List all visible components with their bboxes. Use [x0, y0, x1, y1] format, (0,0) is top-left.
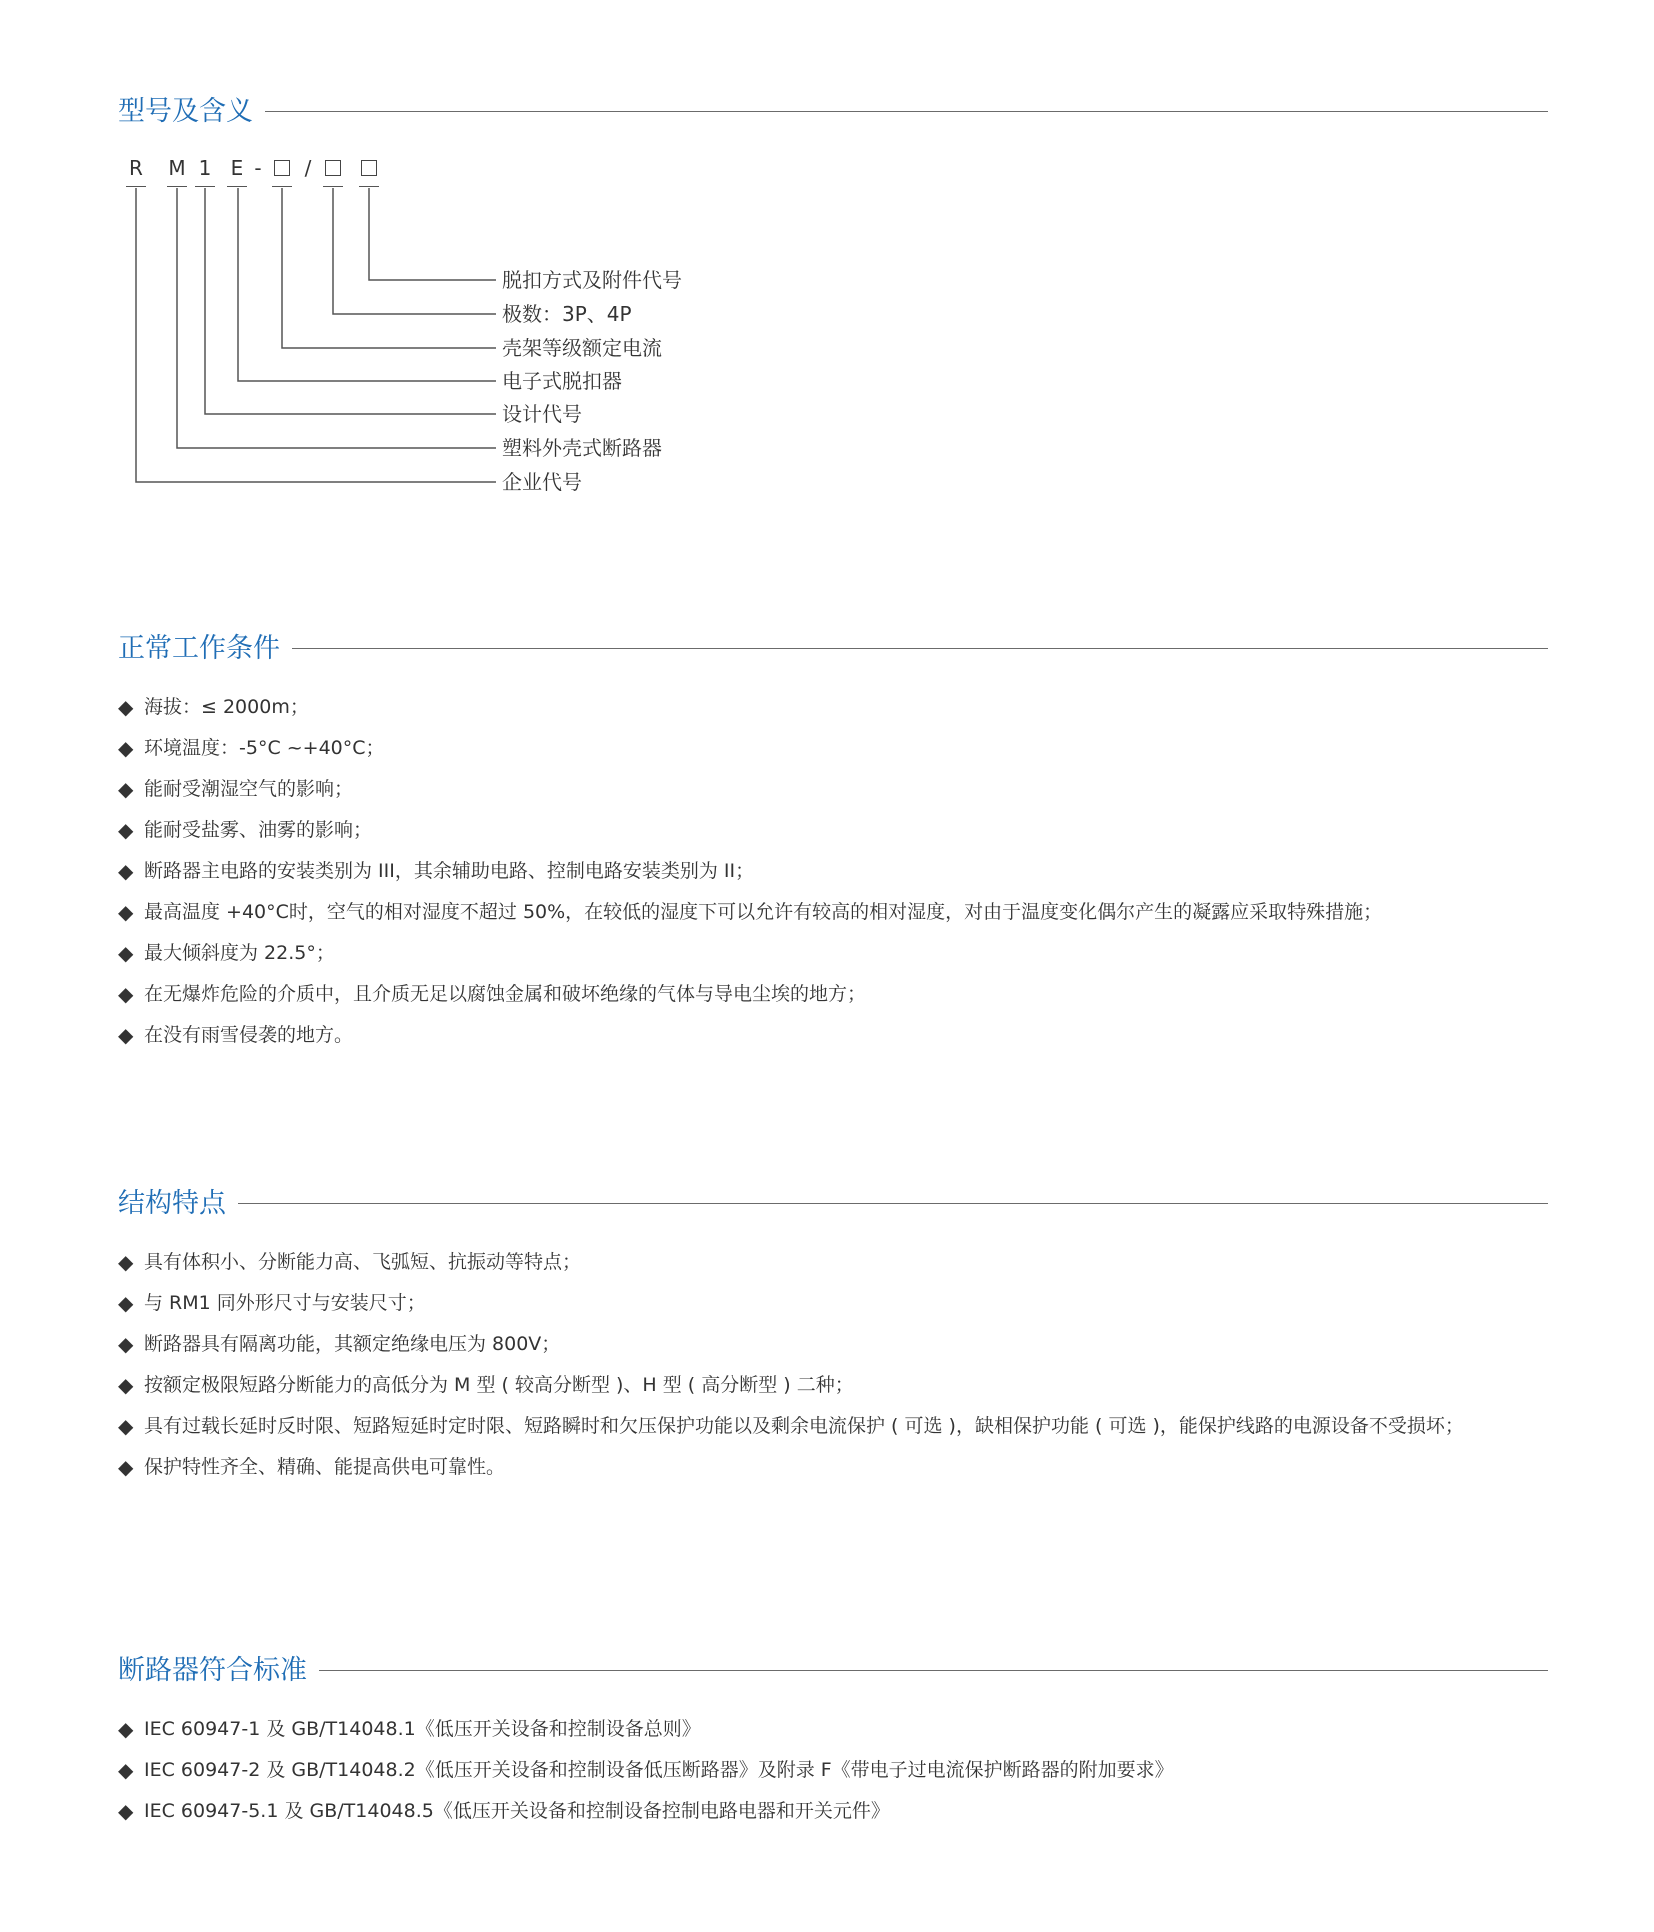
model-label-poles: 极数：3P、4P: [502, 302, 632, 326]
code-box-current: [274, 160, 290, 176]
list-item: ◆ 海拔：≤ 2000m；: [118, 690, 1548, 724]
diamond-bullet-icon: ◆: [118, 982, 134, 1006]
list-item: ◆ 在没有雨雪侵袭的地方。: [118, 1018, 1548, 1052]
diamond-bullet-icon: ◆: [118, 1373, 134, 1397]
section-rule: [265, 111, 1548, 112]
model-label-design-code: 设计代号: [502, 402, 582, 426]
diamond-bullet-icon: ◆: [118, 900, 134, 924]
diamond-bullet-icon: ◆: [118, 1414, 134, 1438]
list-item: ◆ 能耐受潮湿空气的影响；: [118, 772, 1548, 806]
section-title-standards: 断路器符合标准: [118, 1655, 307, 1686]
model-label-frame-current: 壳架等级额定电流: [502, 336, 662, 360]
section-title-structure: 结构特点: [118, 1188, 226, 1219]
diamond-bullet-icon: ◆: [118, 1455, 134, 1479]
model-label-company-code: 企业代号: [502, 470, 582, 494]
list-item: ◆ 在无爆炸危险的介质中，且介质无足以腐蚀金属和破坏绝缘的气体与导电尘埃的地方；: [118, 977, 1548, 1011]
list-item: ◆ 保护特性齐全、精确、能提高供电可靠性。: [118, 1450, 1548, 1484]
diamond-bullet-icon: ◆: [118, 1332, 134, 1356]
section-title-model: 型号及含义: [118, 96, 253, 127]
diamond-bullet-icon: ◆: [118, 1758, 134, 1782]
diamond-bullet-icon: ◆: [118, 818, 134, 842]
list-item: ◆ 具有过载长延时反时限、短路短延时定时限、短路瞬时和欠压保护功能以及剩余电流保护 ( 可选 )，缺相保护功能 ( 可选 )，能保护线路的电源设备不受损坏；: [118, 1409, 1548, 1443]
diamond-bullet-icon: ◆: [118, 777, 134, 801]
model-connector-lines: [0, 180, 520, 500]
section-header-structure: [118, 1190, 1548, 1217]
structure-list: [118, 1245, 1548, 1491]
list-item: ◆ 断路器主电路的安装类别为 III，其余辅助电路、控制电路安装类别为 II；: [118, 854, 1548, 888]
conditions-list: [118, 690, 1548, 1059]
list-item: ◆ 最大倾斜度为 22.5°；: [118, 936, 1548, 970]
section-rule: [292, 648, 1548, 649]
code-char-slash: /: [304, 156, 312, 180]
standards-list: [118, 1712, 1548, 1835]
section-title-conditions: 正常工作条件: [118, 633, 280, 664]
model-label-electronic-release: 电子式脱扣器: [502, 369, 622, 393]
diamond-bullet-icon: ◆: [118, 736, 134, 760]
code-box-poles: [325, 160, 341, 176]
code-char-dash: -: [254, 156, 262, 180]
diamond-bullet-icon: ◆: [118, 941, 134, 965]
code-char-r: R: [129, 156, 143, 180]
list-item: ◆ IEC 60947-1 及 GB/T14048.1《低压开关设备和控制设备总则》: [118, 1712, 1548, 1746]
list-item: ◆ 能耐受盐雾、油雾的影响；: [118, 813, 1548, 847]
section-header-model: [118, 98, 1548, 125]
model-label-mccb: 塑料外壳式断路器: [502, 436, 662, 460]
diamond-bullet-icon: ◆: [118, 859, 134, 883]
model-label-trip-accessory: 脱扣方式及附件代号: [502, 268, 682, 292]
list-item: ◆ 最高温度 +40°C时，空气的相对湿度不超过 50%，在较低的湿度下可以允许有较高的相对湿度，对由于温度变化偶尔产生的凝露应采取特殊措施；: [118, 895, 1548, 929]
code-char-m: M: [168, 156, 186, 180]
diamond-bullet-icon: ◆: [118, 1250, 134, 1274]
section-rule: [238, 1203, 1548, 1204]
code-box-trip: [361, 160, 377, 176]
diamond-bullet-icon: ◆: [118, 1023, 134, 1047]
diamond-bullet-icon: ◆: [118, 695, 134, 719]
list-item: ◆ 按额定极限短路分断能力的高低分为 M 型 ( 较高分断型 )、H 型 ( 高分断型 ) 二种；: [118, 1368, 1548, 1402]
list-item: ◆ 与 RM1 同外形尺寸与安装尺寸；: [118, 1286, 1548, 1320]
list-item: ◆ 环境温度：-5°C ~+40°C；: [118, 731, 1548, 765]
diamond-bullet-icon: ◆: [118, 1799, 134, 1823]
section-header-conditions: [118, 635, 1548, 662]
list-item: ◆ IEC 60947-2 及 GB/T14048.2《低压开关设备和控制设备低压断路器》及附录 F《带电子过电流保护断路器的附加要求》: [118, 1753, 1548, 1787]
diamond-bullet-icon: ◆: [118, 1717, 134, 1741]
diamond-bullet-icon: ◆: [118, 1291, 134, 1315]
list-item: ◆ 断路器具有隔离功能，其额定绝缘电压为 800V；: [118, 1327, 1548, 1361]
section-rule: [319, 1670, 1548, 1671]
list-item: ◆ 具有体积小、分断能力高、飞弧短、抗振动等特点；: [118, 1245, 1548, 1279]
list-item: ◆ IEC 60947-5.1 及 GB/T14048.5《低压开关设备和控制设备控制电路电器和开关元件》: [118, 1794, 1548, 1828]
code-char-1: 1: [198, 156, 212, 180]
code-char-e: E: [230, 156, 244, 180]
section-header-standards: [118, 1657, 1548, 1684]
